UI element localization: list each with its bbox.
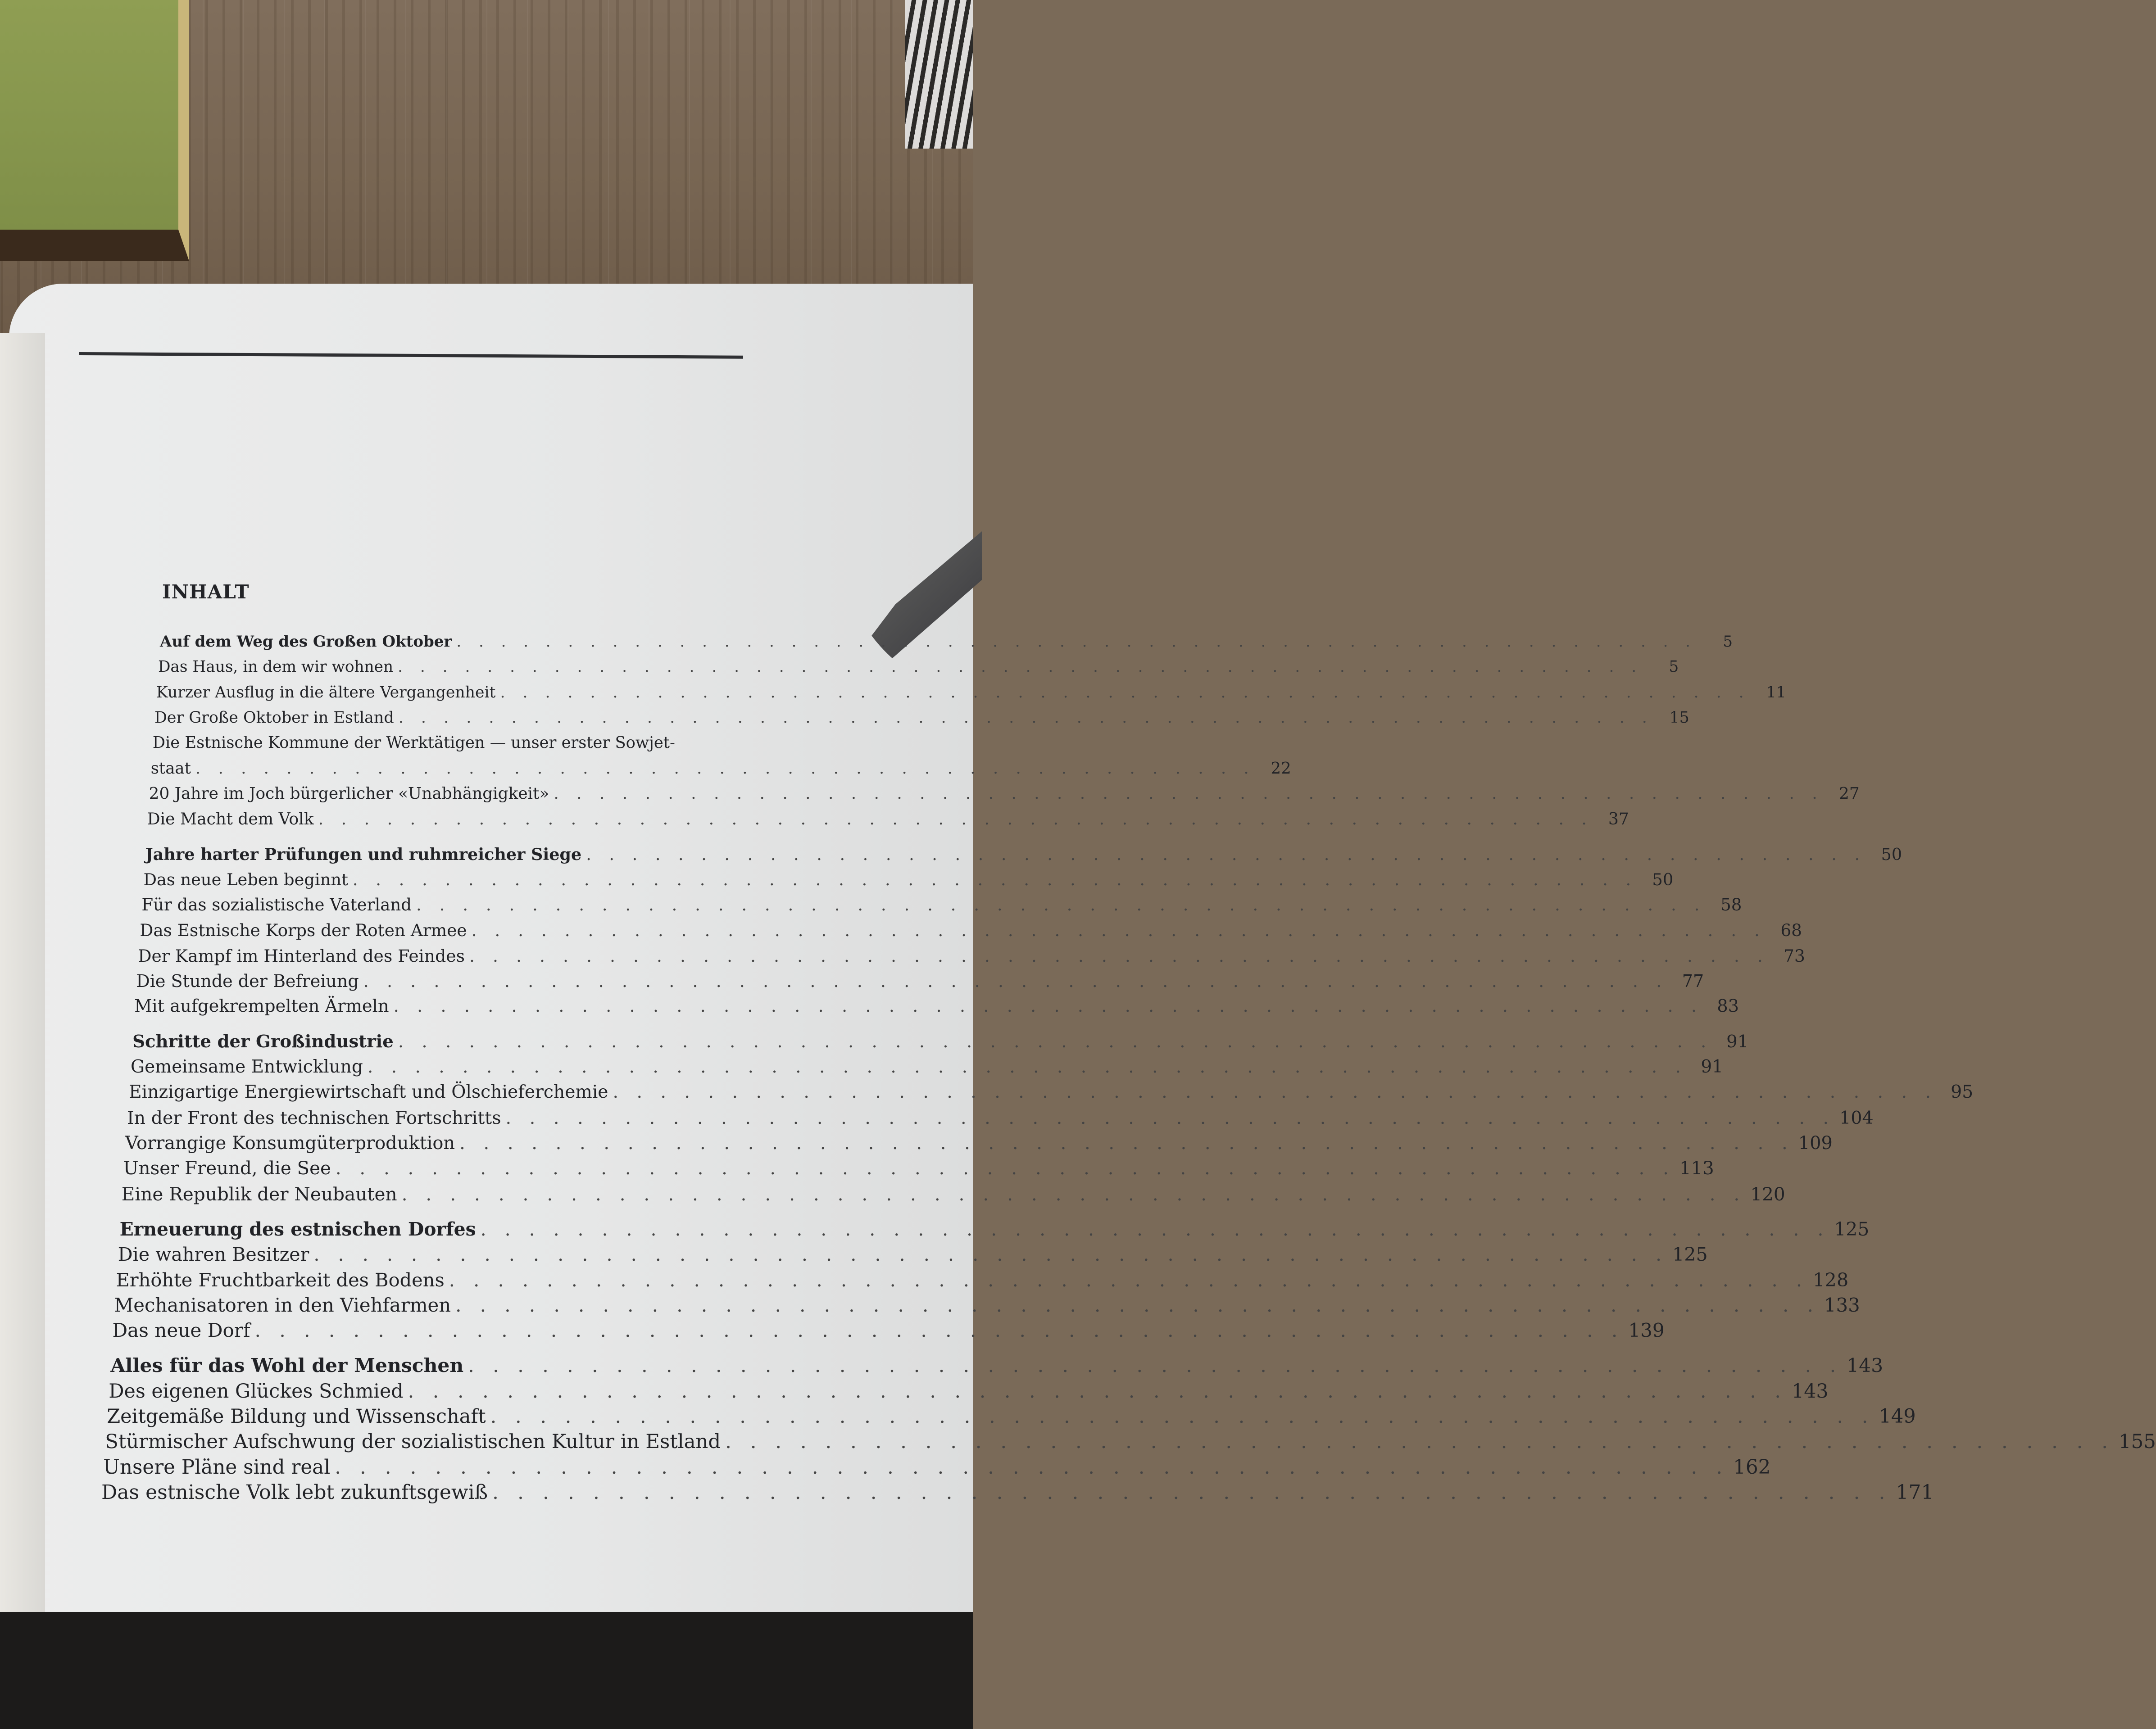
- toc-entry-title: Die Macht dem Volk: [147, 809, 314, 829]
- toc-entry-title: Mit aufgekrempelten Ärmeln: [134, 996, 389, 1017]
- dot-leader: [368, 1056, 1687, 1078]
- toc-entry: [101, 1481, 1934, 1504]
- dot-leader: [492, 1481, 1891, 1504]
- dot-leader: [506, 1107, 1835, 1129]
- toc-entry: [123, 1157, 1714, 1180]
- dot-leader: [363, 970, 1668, 992]
- toc-entry-page: 113: [1679, 1158, 1714, 1179]
- toc-entry-page: 91: [1726, 1031, 1749, 1052]
- toc-section-entry: [160, 630, 1733, 653]
- toc-entry: [147, 808, 1629, 830]
- toc-entry: [154, 706, 1689, 729]
- toc-entry: [158, 656, 1679, 678]
- toc-entry-page: 11: [1766, 683, 1786, 702]
- toc-entry-page: 77: [1682, 971, 1704, 991]
- toc-entry-page: 5: [1669, 658, 1679, 676]
- toc-entry: [131, 1056, 1723, 1078]
- dot-leader: [394, 995, 1703, 1018]
- toc-entry-page: 95: [1951, 1082, 1974, 1103]
- toc-entry: [112, 1319, 1665, 1342]
- dot-leader: [398, 1031, 1713, 1053]
- dot-leader: [455, 1294, 1820, 1317]
- toc-entry-title: Der Kampf im Hinterland des Feindes: [138, 946, 465, 966]
- toc-entry: [140, 919, 1802, 941]
- toc-entry-title: Des eigenen Glückes Schmied: [109, 1380, 404, 1403]
- toc-entry: [156, 681, 1786, 704]
- toc-entry-title: Unsere Pläne sind real: [103, 1455, 331, 1479]
- toc-entry-title: Kurzer Ausflug in die ältere Vergangenheit: [156, 683, 496, 702]
- toc-entry-title: Vorrangige Konsumgüterproduktion: [125, 1132, 455, 1154]
- toc-entry-title: Stürmischer Aufschwung der sozialistischen Kultur in Estland: [105, 1430, 721, 1453]
- dot-leader: [490, 1405, 1875, 1428]
- dot-leader: [459, 1132, 1794, 1154]
- dot-leader: [481, 1218, 1830, 1240]
- toc-entry: [116, 1268, 1849, 1291]
- toc-entry-page: 5: [1723, 633, 1733, 651]
- toc-entry: [107, 1405, 1916, 1428]
- toc-entry-page: 133: [1824, 1294, 1860, 1316]
- toc-entry: [134, 995, 1739, 1018]
- toc-entry: [149, 783, 1860, 805]
- toc-entry-page: 143: [1792, 1380, 1829, 1403]
- dot-leader: [416, 894, 1706, 916]
- dot-leader: [469, 945, 1769, 967]
- toc-entry: [138, 945, 1805, 967]
- toc-entry-page: 139: [1628, 1319, 1665, 1342]
- toc-entry: [143, 869, 1674, 891]
- dot-leader: [336, 1157, 1675, 1180]
- toc-entry-title: In der Front des technischen Fortschritts: [127, 1107, 501, 1128]
- toc-entry-page: 22: [1271, 759, 1291, 778]
- toc-entry: [125, 1132, 1833, 1154]
- toc-section-entry: [132, 1031, 1749, 1053]
- toc-section-title: Auf dem Weg des Großen Oktober: [160, 633, 452, 651]
- toc-section-entry: [119, 1218, 1870, 1240]
- toc-entry-title: Gemeinsame Entwicklung: [131, 1057, 363, 1077]
- toc-entry-title: Das Estnische Korps der Roten Armee: [140, 920, 467, 941]
- toc-entry-page: 171: [1896, 1481, 1934, 1504]
- toc-entry-title: 20 Jahre im Joch bürgerlicher «Unabhängigkeit»: [149, 784, 549, 803]
- toc-entry-page: 68: [1780, 920, 1802, 941]
- toc-entry-page: 104: [1839, 1107, 1874, 1128]
- toc-entry-page: 128: [1813, 1268, 1849, 1291]
- toc-entry: [141, 894, 1742, 916]
- dot-leader: [456, 630, 1697, 653]
- toc-entry-title: Das Haus, in dem wir wohnen: [158, 658, 394, 676]
- toc-entry-page: 15: [1669, 708, 1689, 727]
- dot-leader: [500, 681, 1750, 704]
- toc-entry-title: Das estnische Volk lebt zukunftsgewiß: [101, 1481, 488, 1504]
- toc-entry-title: Unser Freund, die See: [123, 1158, 331, 1179]
- dot-leader: [472, 919, 1766, 941]
- toc-entry-title: Mechanisatoren in den Viehfarmen: [114, 1294, 451, 1316]
- toc-section-title: Schritte der Großindustrie: [132, 1031, 394, 1052]
- toc-entry-title: Einzigartige Energiewirtschaft und Ölschieferchemie: [128, 1082, 608, 1103]
- toc-entry-page: 143: [1847, 1355, 1884, 1377]
- toc-entry: [136, 970, 1704, 992]
- toc-entry-title: Zeitgemäße Bildung und Wissenschaft: [107, 1405, 486, 1428]
- dot-leader: [255, 1319, 1624, 1342]
- dot-leader: [402, 1183, 1746, 1205]
- dot-leader: [353, 869, 1637, 891]
- toc-entry-page: 91: [1701, 1057, 1723, 1077]
- dot-leader: [613, 1081, 1938, 1104]
- toc-entry: [105, 1430, 2156, 1453]
- toc-entry: [121, 1183, 1785, 1205]
- toc-entry-page: 120: [1750, 1183, 1785, 1205]
- toc-section-entry: [110, 1354, 1884, 1377]
- dot-leader: [449, 1269, 1808, 1291]
- dot-leader: [318, 808, 1593, 830]
- toc-entry-page: 73: [1783, 946, 1805, 966]
- dot-leader: [725, 1430, 2114, 1453]
- dot-leader: [399, 706, 1653, 729]
- toc-entry-page: 155: [2119, 1430, 2156, 1453]
- toc-entry: [118, 1243, 1708, 1266]
- toc-entry-page: 58: [1720, 895, 1742, 915]
- toc-entry-page: 37: [1608, 809, 1629, 829]
- dot-leader: [408, 1380, 1787, 1403]
- dot-leader: [398, 656, 1643, 678]
- toc-entry-page: 125: [1672, 1244, 1708, 1266]
- toc-entry: [127, 1107, 1874, 1129]
- toc-entry-page: 125: [1834, 1218, 1870, 1240]
- toc-entry-title: Das neue Leben beginnt: [143, 869, 348, 889]
- toc-entry-page: 149: [1879, 1405, 1916, 1428]
- toc-entry: [103, 1455, 1771, 1479]
- dot-leader: [554, 783, 1823, 805]
- toc-entry: [128, 1081, 1974, 1104]
- toc-entry-title: Für das sozialistische Vaterland: [141, 895, 412, 915]
- toc-entry-title: staat: [150, 759, 191, 778]
- toc-entry-title: Eine Republik der Neubauten: [121, 1183, 397, 1205]
- toc-entry-title: Der Große Oktober in Estland: [154, 708, 394, 727]
- toc-entry: [109, 1380, 1829, 1403]
- toc-section-title: Alles für das Wohl der Menschen: [110, 1354, 464, 1377]
- dot-leader: [335, 1456, 1729, 1479]
- dot-leader: . . . . . . . . . . . . . . . . . . . . . . . . . . . . . . . . . . . . . . . . . . . . . . .: [195, 759, 1255, 778]
- toc-entry: [114, 1294, 1860, 1317]
- toc-heading: INHALT: [162, 581, 250, 603]
- dot-leader: [313, 1243, 1668, 1266]
- toc-entry-title: Die Stunde der Befreiung: [136, 971, 359, 991]
- toc-section-entry: [145, 843, 1902, 866]
- toc-entry-continued: [150, 757, 1291, 780]
- dot-leader: [468, 1355, 1842, 1377]
- toc-entry-page: 109: [1798, 1132, 1833, 1154]
- toc-entry-page: 50: [1652, 869, 1674, 889]
- toc-entry: [153, 732, 763, 754]
- toc-entry-title: Erhöhte Fruchtbarkeit des Bodens: [116, 1268, 445, 1291]
- toc-section-title: Erneuerung des estnischen Dorfes: [119, 1218, 476, 1240]
- toc-entry-page: 83: [1717, 996, 1739, 1017]
- toc-entry-title: Das neue Dorf: [112, 1319, 250, 1342]
- toc-entry-title: Die wahren Besitzer: [118, 1244, 309, 1266]
- toc-entry-page: 27: [1839, 784, 1860, 803]
- toc-entry-title: Die Estnische Kommune der Werktätigen — unser erster Sowjet-: [152, 733, 675, 752]
- toc-entry-page: 50: [1881, 844, 1902, 864]
- toc-section-title: Jahre harter Prüfungen und ruhmreicher Siege: [145, 844, 582, 864]
- toc-entry-page: 162: [1733, 1455, 1771, 1479]
- dot-leader: [586, 843, 1866, 866]
